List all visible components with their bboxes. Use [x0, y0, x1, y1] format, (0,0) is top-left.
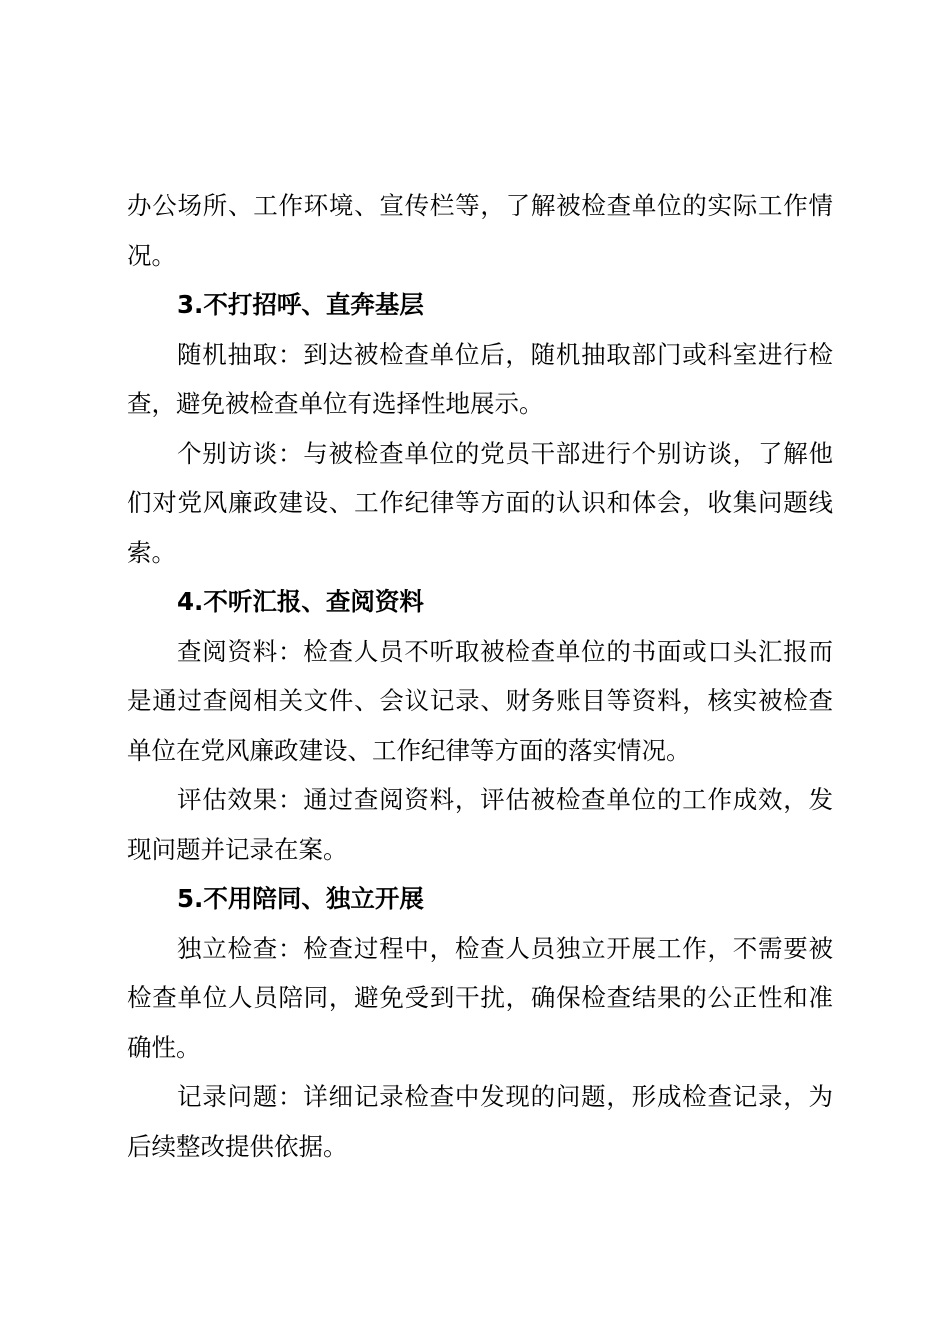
paragraph-review-materials: 查阅资料：检查人员不听取被检查单位的书面或口头汇报而是通过查阅相关文件、会议记录、财务账目等资料，核实被检查单位在党风廉政建设、工作纪律等方面的落实情况。 — [127, 636, 833, 765]
paragraph-random-selection: 随机抽取：到达被检查单位后，随机抽取部门或科室进行检查，避免被检查单位有选择性地展示。 — [127, 339, 833, 418]
paragraph-evaluate-effect: 评估效果：通过查阅资料，评估被检查单位的工作成效，发现问题并记录在案。 — [127, 785, 833, 864]
section-heading-4: 4.不听汇报、查阅资料 — [177, 587, 424, 616]
section-heading-3: 3.不打招呼、直奔基层 — [177, 290, 424, 319]
paragraph-record-issues: 记录问题：详细记录检查中发现的问题，形成检查记录，为后续整改提供依据。 — [127, 1082, 833, 1161]
paragraph-individual-interview: 个别访谈：与被检查单位的党员干部进行个别访谈，了解他们对党风廉政建设、工作纪律等方面的认识和体会，收集问题线索。 — [127, 438, 833, 567]
section-heading-5: 5.不用陪同、独立开展 — [177, 884, 424, 913]
paragraph-continuation: 办公场所、工作环境、宣传栏等，了解被检查单位的实际工作情况。 — [127, 191, 833, 270]
document-body — [127, 181, 833, 1171]
paragraph-independent-inspection: 独立检查：检查过程中，检查人员独立开展工作，不需要被检查单位人员陪同，避免受到干扰，确保检查结果的公正性和准确性。 — [127, 933, 833, 1062]
